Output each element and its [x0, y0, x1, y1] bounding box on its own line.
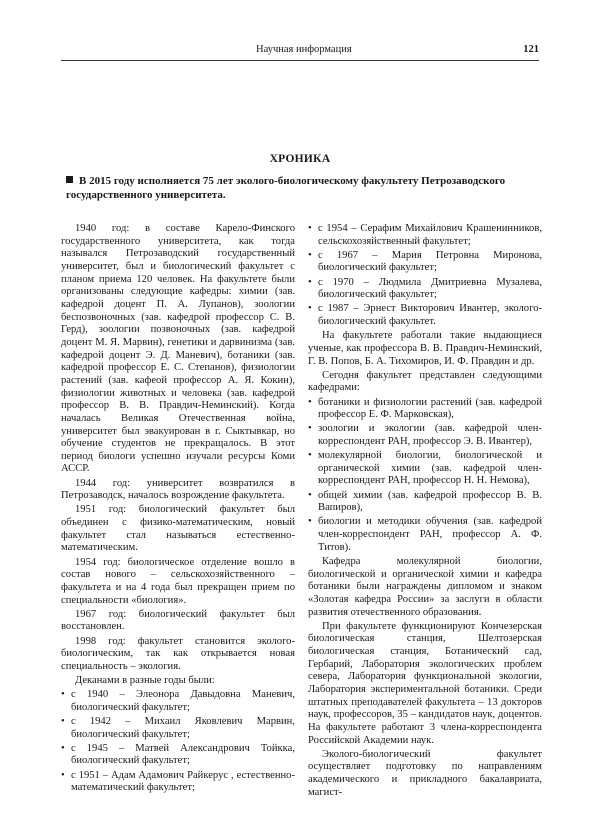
- bullet-icon: •: [61, 715, 65, 727]
- list-item: • с 1942 – Михаил Яковлевич Марвин, биологический факультет;: [61, 715, 295, 740]
- paragraph-1951: 1951 год: биологический факультет был объединен с физико-математическим, новый факультет стал называться естественно-математическим.: [61, 504, 295, 554]
- section-title: ХРОНИКА: [269, 153, 331, 165]
- paragraph-awards: Кафедра молекулярной биологии, биологической и органической химии и кафедра ботаники были награждены дипломом и знаком «Золотая кафедра России» за заслуги в области развития отечественного образования.: [308, 555, 542, 618]
- list-item: • ботаники и физиологии растений (зав. кафедрой профессор Е. Ф. Марковская),: [308, 396, 542, 421]
- list-item: • с 1951 – Адам Адамович Райкерус , естественно-математический факультет;: [61, 769, 295, 794]
- list-item: • с 1954 – Серафим Михайлович Крашенинников, сельскохозяйственный факультет;: [308, 223, 542, 247]
- list-item: • молекулярной биологии, биологической и органической химии (зав. кафедрой член-корреспондент РАН, профессор Н. Н. Немова),: [308, 450, 542, 487]
- bullet-icon: •: [308, 276, 312, 288]
- announcement-text: В 2015 году исполняется 75 лет эколого-биологическому факультету Петрозаводского государственного университета.: [66, 175, 506, 201]
- bullet-icon: •: [308, 450, 312, 462]
- bullet-icon: •: [61, 689, 65, 701]
- paragraph-1940: 1940 год: в составе Карело-Финского государственного университета, как тогда назывался Петрозаводский государственный университет, был и биологический факультет с планом приема 120 человек. На факультете были организованы следующие кафедры: химии (зав. кафедрой доцент П. А. Лупанов), зоологии беспозвоночных (зав. кафедрой профессор С. В. Герд), зоологии позвоночных (зав. кафедрой доцент М. Я. Марвин), генетики и дарвинизма (зав. кафедрой доцент Э. Д. Маневич), ботаники (зав. кафедрой профессор Е. С. Степанов), физиологии растений (зав. кафеой профессор А. Я. Кокин), физиологии животных и человека (зав. кафедрой профессор В. В. Правдич-Неминский). Когда началась Великая Отечественная война, университет был эвакуирован в г. Сыктывкар, но обучение студентов не прекращалось. В этот период биологи успешно изучали ресурсы Коми АССР.: [61, 223, 295, 475]
- departments-intro: Сегодня факультет представлен следующими кафедрами:: [308, 369, 542, 394]
- paragraph-training: Эколого-биологический факультет осуществляет подготовку по направлениям академического и прикладного бакалавриата, магист-: [308, 748, 542, 798]
- paragraph-facilities: При факультете функционируют Кончезерская биологическая станция, Шелтозерская биологическая станция, Ботанический сад, Гербарий, Лаборатория экологических проблем севера, Лаборатория функциональной экологии, Лаборатория экспериментальной ботаники. Среди штатных преподавателей факультета – 13 докторов наук, профессоров, 35 – кандидатов наук, доцентов. На факультете работают 3 члена-корреспондента Российской Академии наук.: [308, 620, 542, 746]
- list-item: • с 1967 – Мария Петровна Миронова, биологический факультет;: [308, 249, 542, 274]
- page-number: 121: [523, 44, 539, 55]
- bullet-icon: •: [61, 769, 65, 781]
- running-title: Научная информация: [256, 44, 352, 55]
- list-item: • с 1987 – Эрнест Викторович Ивантер, эколого-биологический факультет.: [308, 303, 542, 328]
- list-item: • биологии и методики обучения (зав. кафедрой член-корреспондент РАН, профессор А. Ф. Титов).: [308, 516, 542, 553]
- square-bullet-icon: [66, 176, 73, 183]
- paragraph-1998: 1998 год: факультет становится эколого-биологическим, так как открывается новая специальность – экология.: [61, 635, 295, 672]
- bullet-icon: •: [308, 396, 312, 408]
- list-item: • общей химии (зав. кафедрой профессор В. В. Вапиров),: [308, 489, 542, 514]
- deans-intro: Деканами в разные годы были:: [75, 674, 215, 686]
- running-header: [61, 44, 539, 58]
- list-item: • с 1945 – Матвей Александрович Тойкка, биологический факультет;: [61, 742, 295, 767]
- deans-list-right: [308, 223, 542, 329]
- list-item: • с 1940 – Элеонора Давыдовна Маневич, биологический факультет;: [61, 689, 295, 713]
- left-column: [61, 223, 295, 796]
- paragraph-1967: 1967 год: биологический факультет был восстановлен.: [61, 608, 295, 633]
- paragraph-1954: 1954 год: биологическое отделение вошло в состав нового – сельскохозяйственного – факультета и на 4 года был прекращен прием по специальности «биология».: [61, 556, 295, 606]
- bullet-icon: •: [308, 223, 312, 234]
- header-rule: [61, 60, 539, 61]
- paragraph-1944: 1944 год: университет возвратился в Петрозаводск, началось возрождение факультета.: [61, 477, 295, 502]
- right-column: [308, 223, 542, 801]
- list-item: • с 1970 – Людмила Дмитриевна Музалева, биологический факультет;: [308, 276, 542, 301]
- list-item: • зоологии и экологии (зав. кафедрой член-корреспондент РАН, профессор Э. В. Ивантер),: [308, 423, 542, 447]
- bullet-icon: •: [308, 423, 312, 435]
- bullet-icon: •: [308, 249, 312, 261]
- bullet-icon: •: [308, 303, 312, 315]
- paragraph-teachers: На факультете работали такие выдающиеся ученые, как профессора В. В. Правдич-Неминский, Г. В. Попов, Б. А. Тихомиров, И. Ф. Правдин и др.: [308, 330, 542, 367]
- bullet-icon: •: [61, 742, 65, 754]
- bullet-icon: •: [308, 516, 312, 528]
- announcement: [66, 174, 536, 202]
- deans-list-left: [61, 689, 295, 795]
- bullet-icon: •: [308, 489, 312, 501]
- departments-list: [308, 397, 542, 555]
